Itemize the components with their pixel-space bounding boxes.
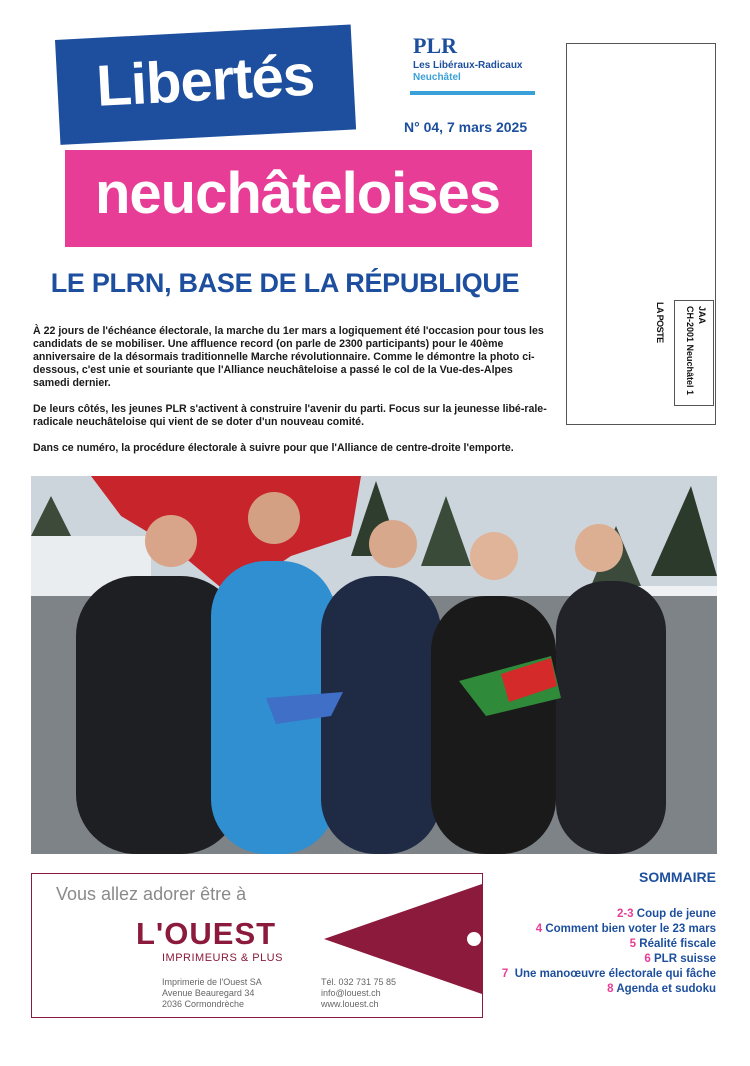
toc-label: Réalité fiscale [639, 938, 716, 950]
toc-label: Coup de jeune [636, 908, 716, 920]
plr-logo-bar [410, 91, 535, 95]
ad-phone: Tél. 032 731 75 85 [321, 977, 397, 987]
sommaire-title: SOMMAIRE [639, 869, 716, 885]
masthead-title-line1: Libertés [94, 42, 316, 119]
ad-brand-logo: L'OUEST [136, 916, 277, 951]
toc-label: Comment bien voter le 23 mars [545, 923, 716, 935]
plr-section: Neuchâtel [413, 72, 461, 83]
postcode-label: CH-2001 Neuchâtel 1 [685, 306, 695, 396]
intro-paragraph: À 22 jours de l'échéance électorale, la marche du 1er mars a logiquement été l'occasion pour tous les candidats de se mobiliser. Une affluence record (on parle de 2300 participants) pour le 40ème anniversaire de la désormais traditionnelle Marche révolutionnaire. Comme le démontre la photo ci-dessous, c'est unie et souriante que l'Alliance neuchâteloise a passé le col de la Vue-des-Alpes samedi dernier. [33, 325, 544, 389]
table-of-contents [500, 907, 716, 997]
toc-label: PLR suisse [654, 953, 716, 965]
intro-paragraph: De leurs côtés, les jeunes PLR s'activent à construire l'avenir du parti. Focus sur la jeunesse libé-rale-radicale neuchâteloise qui vient de se doter d'un nouveau comité. [33, 403, 547, 428]
ad-triangle-graphic [324, 884, 482, 994]
ad-website[interactable]: www.louest.ch [321, 999, 379, 1009]
toc-item[interactable] [500, 982, 716, 997]
toc-label: Agenda et sudoku [616, 983, 716, 995]
toc-pages: 4 [535, 923, 543, 935]
ad-address-line: Avenue Beauregard 34 [162, 988, 255, 998]
toc-pages: 8 [607, 983, 614, 995]
plr-logo [410, 33, 535, 97]
ad-address [162, 977, 262, 1010]
postage-text [684, 306, 708, 395]
intro-text [33, 325, 549, 468]
toc-pages: 6 [644, 953, 651, 965]
plr-name: Les Libéraux-Radicaux [413, 60, 523, 71]
toc-item[interactable] [500, 907, 716, 922]
toc-item[interactable] [500, 922, 716, 937]
ad-lead: Vous allez adorer être à [56, 884, 247, 904]
toc-pages: 2-3 [616, 908, 634, 920]
group-photo-illustration [31, 476, 717, 854]
toc-pages: 7 [501, 968, 509, 980]
ad-address-line: Imprimerie de l'Ouest SA [162, 977, 262, 987]
headline: LE PLRN, BASE DE LA RÉPUBLIQUE [50, 268, 520, 298]
ad-brand-subtitle: IMPRIMEURS & PLUS [162, 952, 283, 964]
intro-paragraph: Dans ce numéro, la procédure électorale à suivre pour que l'Alliance de centre-droite l'emporte. [33, 442, 514, 454]
toc-item[interactable] [500, 967, 716, 982]
ad-email[interactable]: info@louest.ch [321, 988, 381, 998]
ad-address-line: 2036 Cormondrèche [162, 999, 245, 1009]
toc-item[interactable] [500, 952, 716, 967]
toc-pages: 5 [629, 938, 637, 950]
plr-abbr: PLR [413, 33, 457, 58]
toc-item[interactable] [500, 937, 716, 952]
issue-number: N° 04, 7 mars 2025 [404, 119, 528, 135]
laposte-logo: LA POSTE [655, 302, 665, 343]
advertisement[interactable] [31, 873, 483, 1018]
group-photo [31, 476, 717, 854]
jaa-label: JAA [697, 306, 707, 325]
toc-label: Une manoœuvre électorale qui fâche [514, 968, 716, 980]
masthead-title-line2: neuchâteloises [95, 161, 501, 226]
